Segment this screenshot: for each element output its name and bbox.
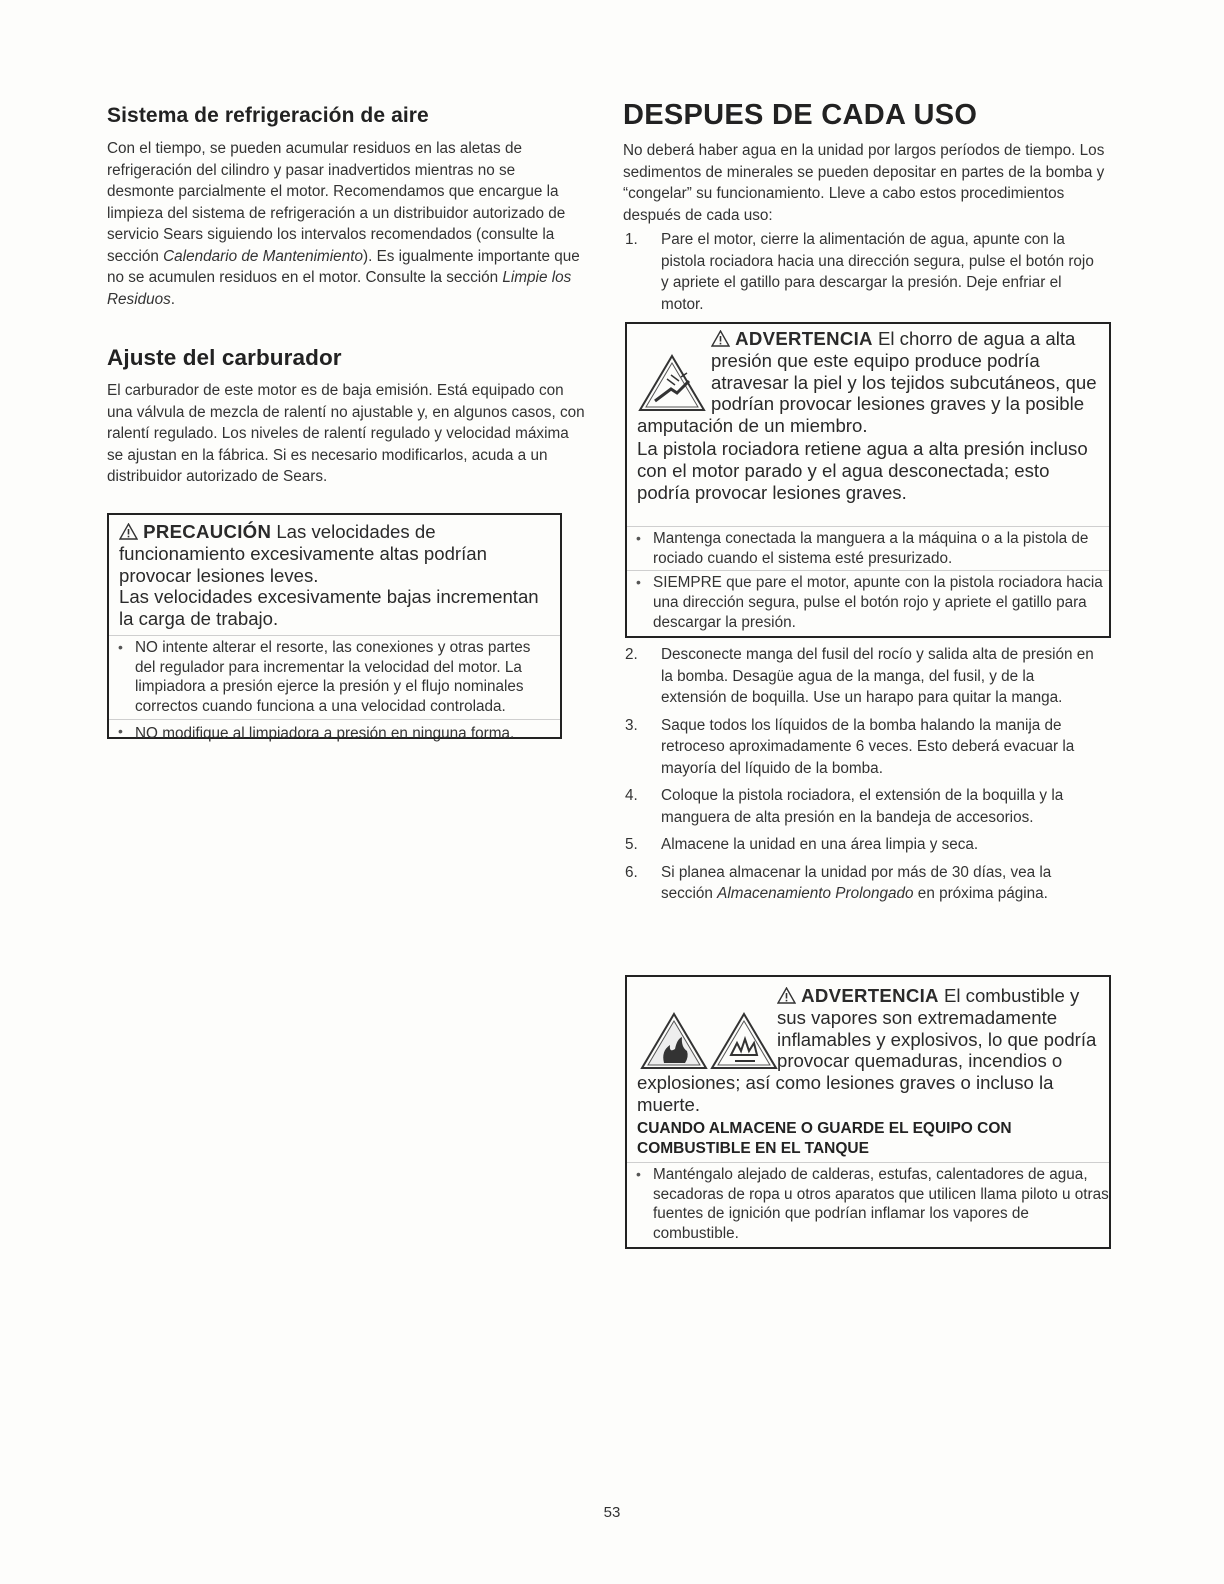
- step-5-text: Almacene la unidad en una área limpia y seca.: [661, 836, 979, 853]
- icon-wrap-spacer: [637, 1007, 777, 1072]
- warning-pressure-bullet-2: • SIEMPRE que pare el motor, apunte con la pistola rociadora hacia una dirección segura, pulse el botón rojo y apriete el gatillo para descargar la presión.: [627, 570, 1109, 634]
- carburetor-paragraph: El carburador de este motor es de baja emisión. Está equipado con una válvula de mezcla de ralentí no ajustable y, en algunos casos, con ralentí regulado. Los niveles de ralentí regulado y velocidad máxima se ajustan en la fábrica. Si es necesario modificarlos, acuda a un distribuidor autorizado de Sears.: [107, 382, 585, 485]
- long-term-storage-ref: Almacenamiento Prolongado: [717, 885, 914, 902]
- warning-pressure-bullets: [627, 526, 1109, 635]
- warning-fuel-bullets: [627, 1162, 1109, 1246]
- step-list-first: [623, 229, 1103, 321]
- carburetor-heading: Ajuste del carburador: [107, 345, 342, 370]
- step-2: [623, 644, 1103, 709]
- step-2-text: Desconecte manga del fusil del rocío y salida alta de presión en la bomba. Desagüe agua de la manga, del fusil, y de la extensión de boquilla. Use un harapo para quitar la manga.: [661, 646, 1094, 706]
- step-4-number: 4.: [625, 787, 638, 804]
- warning-fuel-text-1: [637, 985, 1105, 1116]
- caution-signal-word: PRECAUCIÓN: [143, 521, 272, 542]
- warning-fuel-bullet-1: • Manténgalo alejado de calderas, estufas, calentadores de agua, secadoras de ropa u otros aparatos que utilicen llama piloto u otras fuentes de ignición que podrían inflamar los vapores de combustible.: [627, 1162, 1109, 1246]
- warning-box-pressure: [625, 322, 1111, 638]
- air-cooling-paragraph: [107, 138, 585, 310]
- step-list-second: [623, 644, 1103, 911]
- caution-triangle-icon: [119, 523, 138, 540]
- caution-bullets: [109, 635, 560, 746]
- air-cooling-heading: Sistema de refrigeración de aire: [107, 104, 429, 127]
- warning-triangle-icon: [711, 330, 730, 347]
- air-cooling-text-c: .: [170, 290, 176, 308]
- warning-signal-word-1: ADVERTENCIA: [735, 328, 873, 349]
- step-4-text: Coloque la pistola rociadora, el extensión de la boquilla y la manguera de alta presión en la bandeja de accesorios.: [661, 787, 1064, 826]
- step-1: [623, 229, 1103, 315]
- caution-bullet-2: • NO modifique al limpiadora a presión en ninguna forma.: [109, 719, 560, 746]
- step-3-text: Saque todos los líquidos de la bomba halando la manija de retroceso aproximadamente 6 veces. Esto deberá evacuar la mayoría del líquido de la bomba.: [661, 716, 1075, 777]
- air-cooling-text-a: Con el tiempo, se pueden acumular residuos en las aletas de refrigeración del cilindro y pasar inadvertidos mientras no se desmonte parcialmente el motor. Recomendamos que encargue la limpieza del sistema de refrigeración a un distribuidor autorizado de servicio Sears siguiendo los intervalos recomendados (consulte la sección: [107, 140, 566, 265]
- warning-box-fuel: [625, 975, 1111, 1249]
- fuel-storage-instruction: CUANDO ALMACENE O GUARDE EL EQUIPO CON COMBUSTIBLE EN EL TANQUE: [637, 1120, 1012, 1157]
- step-1-number: 1.: [625, 231, 638, 248]
- step-3-number: 3.: [625, 716, 638, 734]
- step-1-text: Pare el motor, cierre la alimentación de agua, apunte con la pistola rociadora hacia una dirección segura, pulse el botón rojo y apriete el gatillo para descargar la presión. Deje enfriar el motor.: [661, 231, 1094, 313]
- warning-pressure-text-1-body: El chorro de agua a alta presión que este equipo produce podría atravesar la piel y los tejidos subcutáneos, que podrían provocar lesiones graves y la posible amputación de un miembro.: [637, 328, 1097, 437]
- warning-triangle-icon-2: [777, 987, 796, 1004]
- caution-bullet-1: • NO intente alterar el resorte, las conexiones y otras partes del regulador para incrementar la velocidad del motor. La limpiadora a presión ejerce la presión y el flujo nominales correctos cuando funciona a una velocidad controlada.: [109, 635, 560, 719]
- page-number: 53: [603, 1504, 621, 1521]
- step-6-text-a: Si planea almacenar la unidad por más de 30 días, vea la sección: [661, 863, 1052, 902]
- step-6-text-b: en próxima página.: [913, 885, 1048, 902]
- step-5: [623, 834, 1103, 856]
- step-6-number: 6.: [625, 863, 638, 881]
- warning-pressure-text-2: La pistola rociadora retiene agua a alta presión incluso con el motor parado y el agua desconectada; esto podría provocar lesiones graves.: [637, 438, 1088, 503]
- warning-signal-word-2: ADVERTENCIA: [801, 985, 939, 1006]
- after-each-use-heading: DESPUES DE CADA USO: [623, 99, 978, 131]
- caution-text-1-body: Las velocidades de funcionamiento excesivamente altas podrían provocar lesiones leves.: [119, 521, 487, 586]
- caution-box: [107, 513, 562, 742]
- maintenance-schedule-ref: Calendario de Mantenimiento: [163, 247, 363, 265]
- step-3: [623, 715, 1103, 780]
- warning-pressure-text-1: [637, 328, 1105, 437]
- air-cooling-text-b: ). Es igualmente importante que no se acumulen residuos en el motor. Consulte la sección: [107, 247, 580, 286]
- step-6: [623, 862, 1103, 905]
- after-use-intro: No deberá haber agua en la unidad por largos períodos de tiempo. Los sedimentos de minerales se pueden depositar en partes de la bomba y “congelar” su funcionamiento. Lleve a cabo estos procedimientos después de cada uso:: [623, 142, 1105, 224]
- warning-fuel-text-1-body: El combustible y sus vapores son extremadamente inflamables y explosivos, lo que podría provocar quemaduras, incendios o explosiones; así como lesiones graves o incluso la muerte.: [637, 985, 1097, 1115]
- step-4: [623, 785, 1103, 828]
- step-5-number: 5.: [625, 836, 638, 853]
- icon-wrap-spacer: [637, 350, 711, 415]
- clean-debris-ref: Limpie los Residuos: [107, 269, 572, 308]
- caution-text-2: Las velocidades excesivamente bajas incrementan la carga de trabajo.: [119, 586, 539, 630]
- warning-pressure-bullet-1: • Mantenga conectada la manguera a la máquina o a la pistola de rociado cuando el sistema esté presurizado.: [627, 526, 1109, 570]
- step-2-number: 2.: [625, 646, 638, 663]
- caution-text-1: [119, 521, 555, 586]
